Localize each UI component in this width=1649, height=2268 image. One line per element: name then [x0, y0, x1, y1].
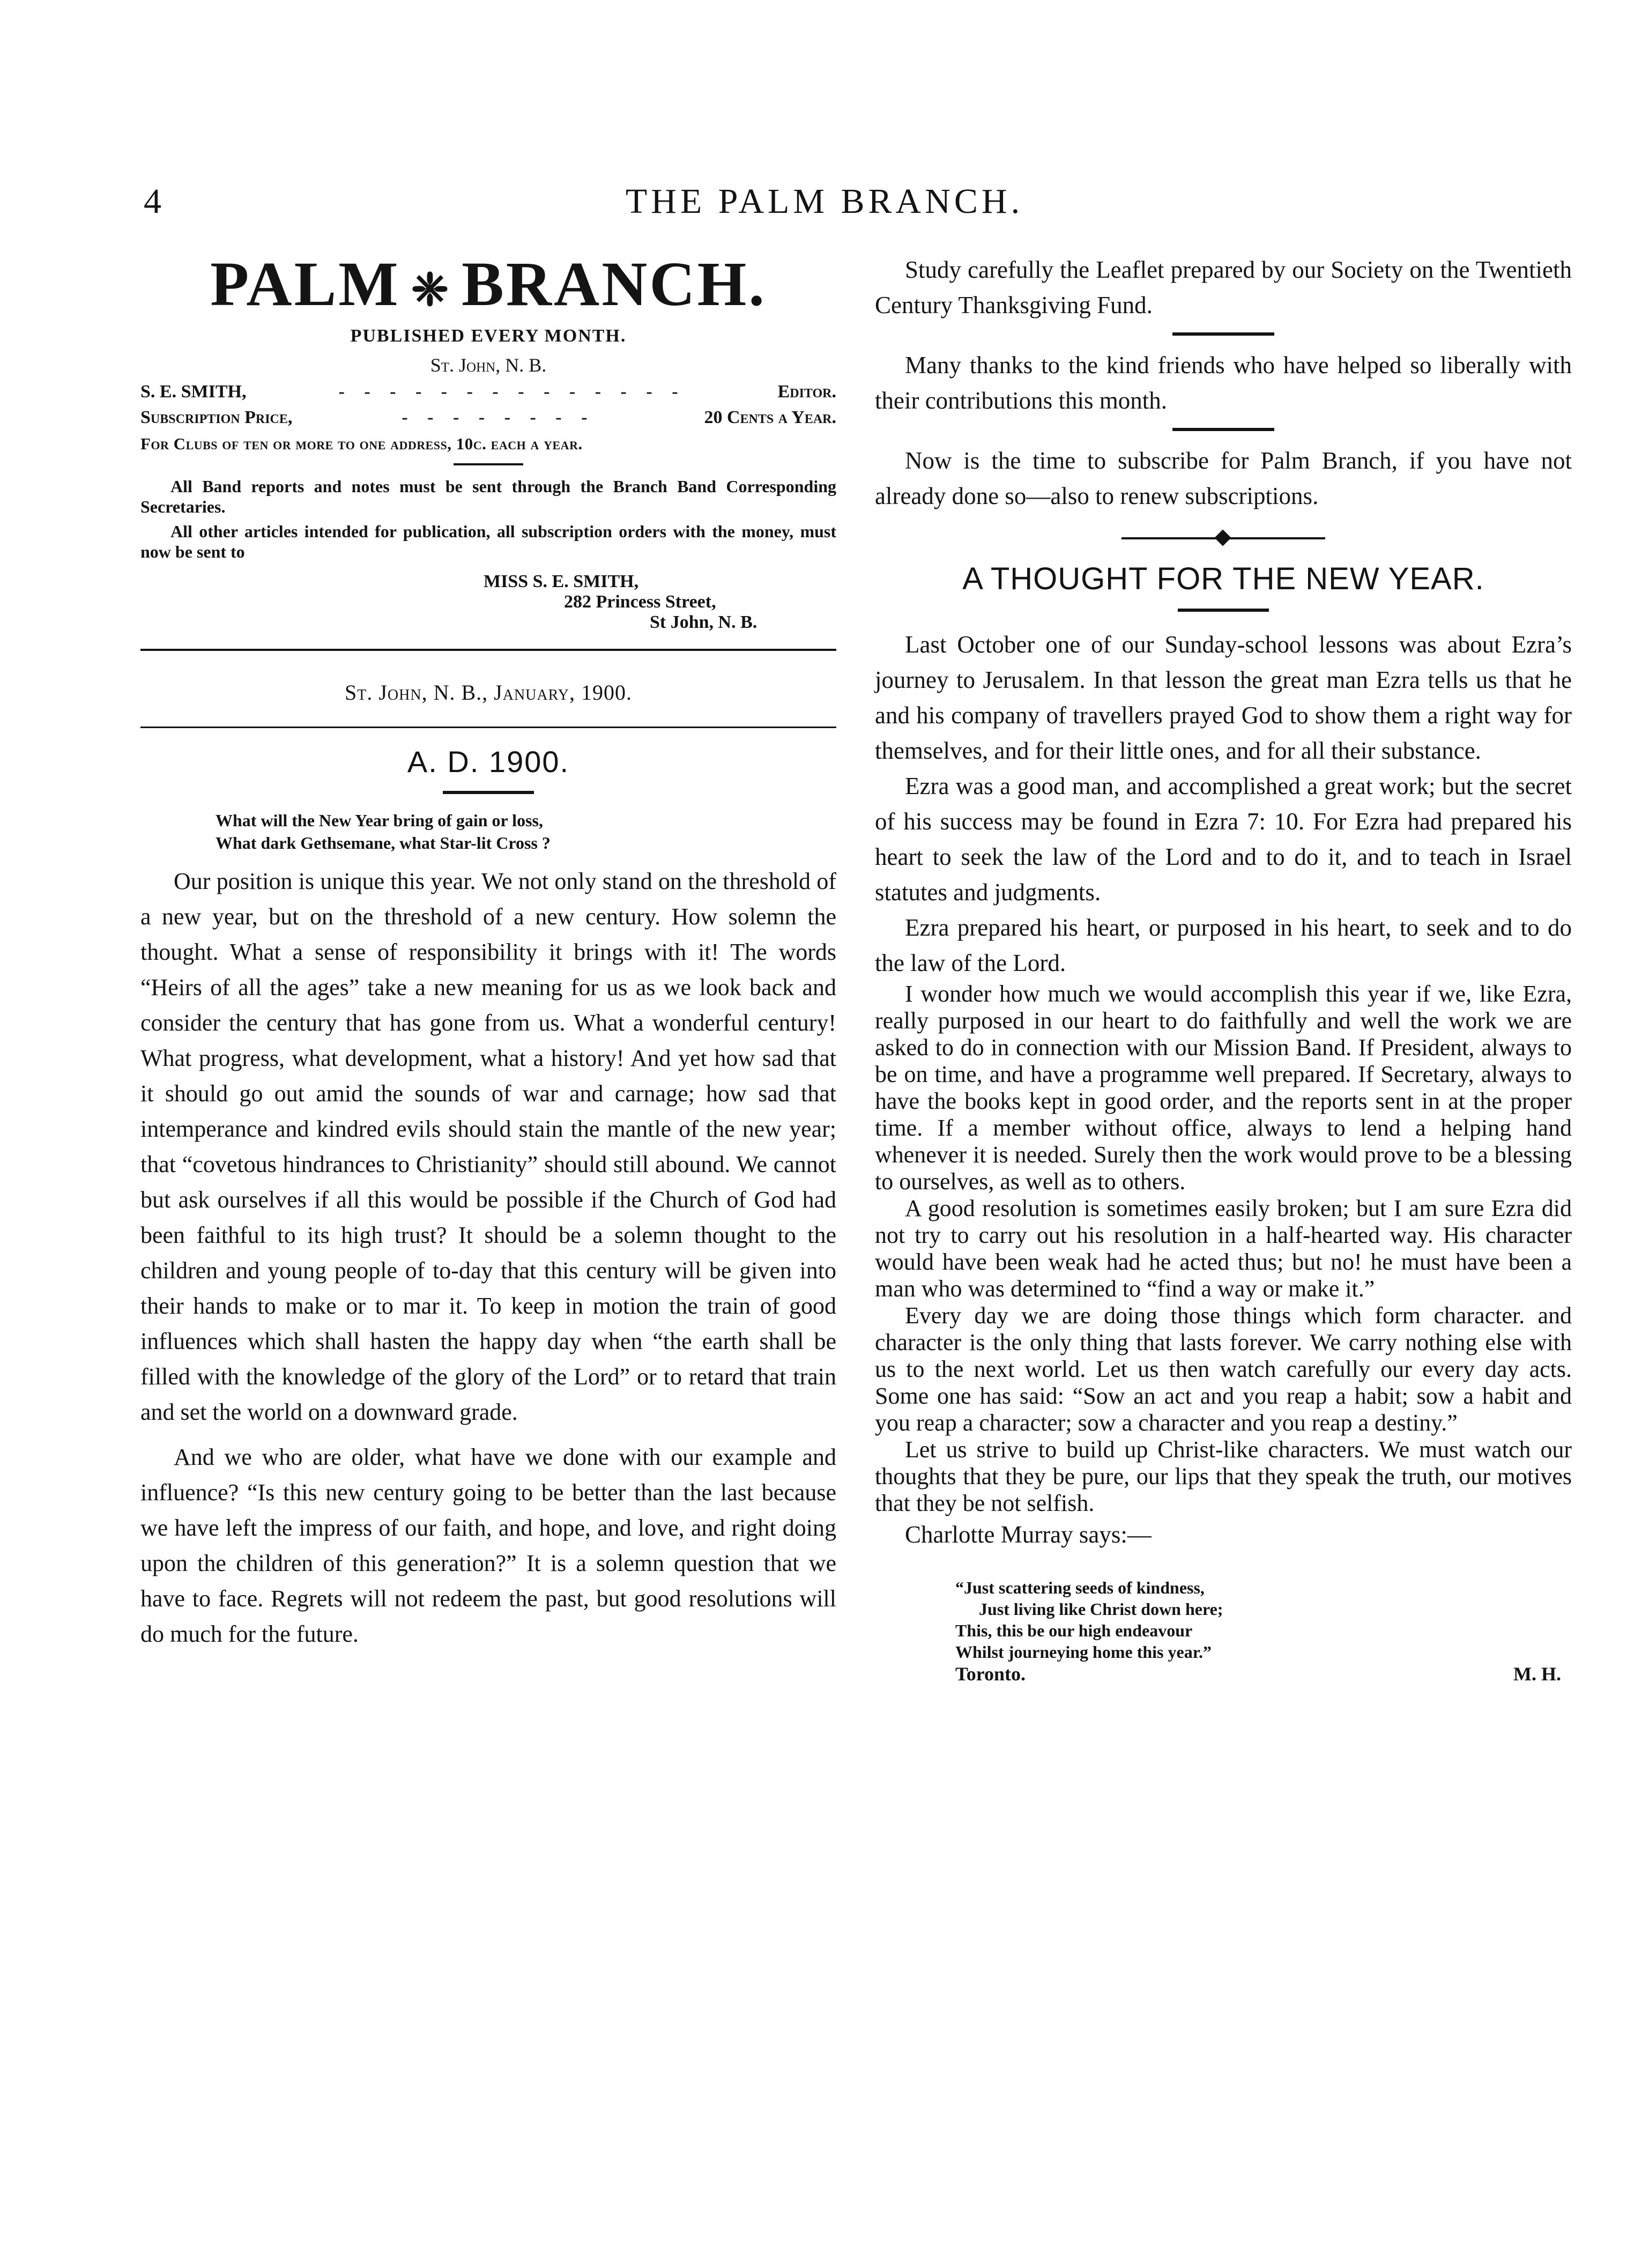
poem	[875, 1577, 1572, 1663]
epigraph-line: What dark Gethsemane, what Star-lit Cross ?	[216, 833, 551, 853]
subscription-label: Subscription Price,	[140, 407, 293, 427]
masthead-title	[140, 249, 836, 323]
masthead-title-left: PALM	[210, 249, 400, 319]
masthead-city: St. John, N. B.	[430, 354, 547, 376]
poem-line: This, this be our high endeavour	[955, 1621, 1193, 1640]
poem-line: “Just scattering seeds of kindness,	[955, 1578, 1205, 1597]
article-paragraph: I wonder how much we would accomplish this year if we, like Ezra, really purposed in our heart to do faithfully and well the work we are asked to do in connection with our Mission Band. If President, always to be on time, and have a programme well prepared. If Secretary, always to have the books kept in good order, and the reports sent in at the proper time. If a member without office, always to lend a helping hand whenever it is needed. Surely then the work would prove to be a blessing to ourselves, as well as to others.	[875, 981, 1572, 1195]
epigraph-line: What will the New Year bring of gain or loss,	[216, 810, 543, 830]
poem-line: Just living like Christ down here;	[979, 1599, 1223, 1619]
note-paragraph: Study carefully the Leaflet prepared by our Society on the Twentieth Century Thanksgiving Fund.	[875, 256, 1572, 318]
running-title: THE PALM BRANCH.	[625, 182, 1024, 221]
editor-label: Editor.	[777, 381, 836, 402]
article-paragraph: Ezra was a good man, and accomplished a great work; but the secret of his success may be found in Ezra 7: 10. For Ezra had prepared his heart to seek the law of the Lord and to do it, and to teach in Israel statutes and judgments.	[875, 773, 1572, 906]
article-paragraph: Charlotte Murray says:—	[905, 1521, 1152, 1548]
diamond-icon	[1214, 529, 1231, 546]
running-head	[0, 181, 1649, 229]
masthead-title-right: BRANCH.	[462, 249, 767, 319]
divider	[1172, 332, 1274, 336]
article-paragraph: Ezra prepared his heart, or purposed in his heart, to seek and to do the law of the Lord.	[875, 914, 1572, 976]
article-paragraph: A good resolution is sometimes easily broken; but I am sure Ezra did not try to carry out his resolution in a half-hearted way. His character would have been weak had he acted thus; but no! he must have been a man who was determined to “find a way or make it.”	[875, 1195, 1572, 1302]
poem-line: Whilst journeying home this year.”	[955, 1642, 1212, 1662]
article-paragraph: Every day we are doing those things which form character. and character is the only thing that lasts forever. We carry nothing else with us to the next world. Let us then watch carefully our every day acts. Some one has said: “Sow an act and you reap a habit; sow a habit and you reap a character; sow a character and you reap a destiny.”	[875, 1302, 1572, 1436]
epigraph	[140, 809, 836, 854]
divider	[443, 791, 534, 794]
article-paragraph: Last October one of our Sunday-school lessons was about Ezra’s journey to Jerusalem. In that lesson the great man Ezra tells us that he and his company of travellers prayed God to show them a right way for themselves, and for their little ones, and for all their substance.	[875, 631, 1572, 764]
signature: M. H.	[1513, 1663, 1561, 1685]
address-line: 282 Princess Street,	[564, 591, 716, 612]
subscription-value: 20 Cents a Year.	[704, 407, 836, 427]
address-line: St John, N. B.	[650, 612, 757, 632]
signoff	[875, 1663, 1572, 1685]
right-column	[875, 252, 1572, 1685]
published-monthly: PUBLISHED EVERY MONTH.	[350, 325, 627, 346]
divider	[1172, 428, 1274, 431]
editor-line	[140, 382, 836, 402]
ornament-icon: ❈	[411, 265, 451, 315]
page-number: 4	[144, 182, 161, 221]
divider	[140, 727, 836, 728]
ornamental-rule	[1121, 537, 1325, 539]
article-paragraph: Let us strive to build up Christ-like characters. We must watch our thoughts that they be pure, our lips that they speak the truth, our motives that they be not selfish.	[875, 1436, 1572, 1516]
leader-dots: - - - - - - - -	[402, 407, 595, 427]
ornamental-rule	[454, 463, 523, 465]
left-column	[140, 249, 836, 1652]
article-heading: A. D. 1900.	[407, 744, 570, 779]
place: Toronto.	[955, 1663, 1026, 1685]
divider	[140, 649, 836, 651]
leader-dots: - - - - - - - - - - - - - -	[338, 381, 686, 402]
divider	[1178, 609, 1269, 612]
notice-articles: All other articles intended for publication, all subscription orders with the money, must now be sent to	[140, 521, 836, 561]
note-paragraph: Now is the time to subscribe for Palm Branch, if you have not already done so—also to renew subscriptions.	[875, 447, 1572, 509]
article-paragraph: Our position is unique this year. We not only stand on the threshold of a new year, but on the threshold of a new century. How solemn the thought. What a sense of responsibility it brings with it! The words “Heirs of all the ages” take a new meaning for us as we look back and consider the century that has gone from us. What a wonderful century! What progress, what development, what a history! And yet how sad that it should go out amid the sounds of war and carnage; how sad that intemperance and kindred evils should stain the mantle of the new year; that “covetous hindrances to Christianity” should still abound. We cannot but ask ourselves if all this would be possible if the Church of God had been faithful to its high trust? It should be a solemn thought to the children and young people of to-day that this century will be given into their hands to make or to mar it. To keep in motion the train of good influences which shall hasten the happy day when “the earth shall be filled with the knowledge of the glory of the Lord” or to retard that train and set the world on a downward grade.	[140, 868, 836, 1425]
editor-name: S. E. SMITH,	[140, 381, 247, 402]
dateline: St. John, N. B., January, 1900.	[345, 680, 632, 705]
editor-address	[140, 572, 836, 633]
note-paragraph: Many thanks to the kind friends who have helped so liberally with their contributions this month.	[875, 352, 1572, 414]
address-line: MISS S. E. SMITH,	[484, 571, 639, 591]
article-heading: A THOUGHT FOR THE NEW YEAR.	[962, 561, 1484, 596]
clubs-line: For Clubs of ten or more to one address, 10c. each a year.	[140, 434, 583, 453]
article-paragraph: And we who are older, what have we done with our example and influence? “Is this new century going to be better than the last because we have left the impress of our faith, and hope, and love, and right doing upon the children of this generation?” It is a solemn question that we have to face. Regrets will not redeem the past, but good resolutions will do much for the future.	[140, 1443, 836, 1647]
notice-band-reports: All Band reports and notes must be sent through the Branch Band Corresponding Secretaries.	[140, 476, 836, 516]
subscription-line	[140, 407, 836, 428]
